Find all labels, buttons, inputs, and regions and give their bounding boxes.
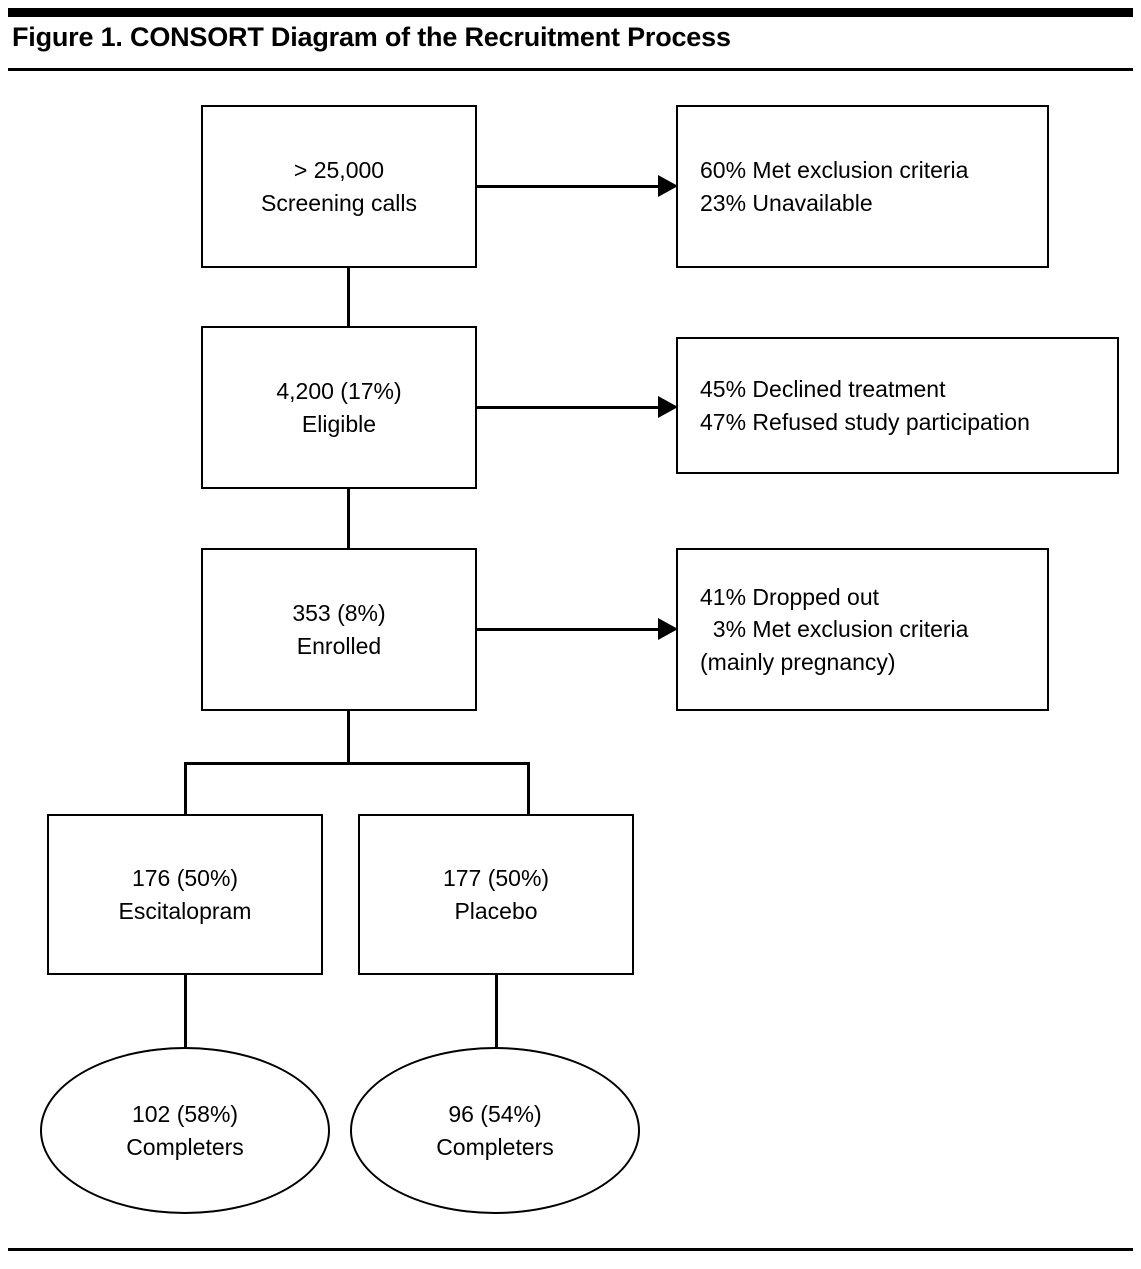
- edge-eligible-to-enrolled: [347, 489, 350, 548]
- figure-title: Figure 1. CONSORT Diagram of the Recruitment Process: [12, 22, 731, 52]
- edge-placebo-to-completers: [495, 975, 498, 1047]
- node-enrolled-line-2: Enrolled: [296, 632, 382, 659]
- node-screening-exclusions: [676, 105, 1049, 268]
- node-escitalopram-completers-line-2: Completers: [126, 1133, 244, 1160]
- edge-screening-to-eligible: [347, 268, 350, 326]
- node-eligible-line-1: 4,200 (17%): [276, 377, 402, 404]
- edge-eligible-to-exclusions: [477, 406, 662, 409]
- node-placebo-completers: [350, 1047, 640, 1214]
- node-screening-line-1: > 25,000: [293, 156, 385, 183]
- node-enrolled: [201, 548, 477, 711]
- edge-enrolled-split-stem: [347, 711, 350, 764]
- node-eligible-exclusions: [676, 337, 1119, 474]
- edge-eligible-to-exclusions-arrowhead: [658, 396, 678, 418]
- title-underline-rule: [8, 68, 1133, 71]
- node-placebo-completers-line-1: 96 (54%): [448, 1100, 542, 1127]
- node-screening-exclusions-line-2: 23% Unavailable: [700, 189, 873, 216]
- node-screening-exclusions-line-1: 60% Met exclusion criteria: [700, 156, 969, 183]
- node-placebo-line-2: Placebo: [454, 897, 538, 924]
- node-enrolled-exclusions-line-3: (mainly pregnancy): [700, 648, 896, 675]
- node-placebo-completers-line-2: Completers: [436, 1133, 554, 1160]
- node-escitalopram-completers: [40, 1047, 330, 1214]
- edge-enrolled-to-exclusions: [477, 628, 662, 631]
- node-screening-line-2: Screening calls: [261, 189, 417, 216]
- node-enrolled-exclusions: [676, 548, 1049, 711]
- node-enrolled-exclusions-line-2: 3% Met exclusion criteria: [700, 616, 969, 643]
- bottom-rule: [8, 1248, 1133, 1251]
- node-placebo: [358, 814, 634, 975]
- edge-split-to-escitalopram: [184, 762, 187, 814]
- edge-screening-to-exclusions-arrowhead: [658, 175, 678, 197]
- node-escitalopram-completers-line-1: 102 (58%): [131, 1100, 239, 1127]
- node-enrolled-line-1: 353 (8%): [292, 599, 386, 626]
- edge-enrolled-split-bar: [184, 762, 530, 765]
- node-enrolled-exclusions-line-1: 41% Dropped out: [700, 583, 880, 610]
- edge-screening-to-exclusions: [477, 185, 662, 188]
- node-eligible-exclusions-line-1: 45% Declined treatment: [700, 375, 946, 402]
- node-eligible-exclusions-line-2: 47% Refused study participation: [700, 408, 1030, 435]
- edge-split-to-placebo: [527, 762, 530, 814]
- top-rule: [8, 8, 1133, 17]
- node-screening: [201, 105, 477, 268]
- node-placebo-line-1: 177 (50%): [442, 864, 550, 891]
- node-eligible: [201, 326, 477, 489]
- node-escitalopram-line-1: 176 (50%): [131, 864, 239, 891]
- node-escitalopram-line-2: Escitalopram: [118, 897, 252, 924]
- edge-enrolled-to-exclusions-arrowhead: [658, 618, 678, 640]
- node-eligible-line-2: Eligible: [301, 410, 377, 437]
- node-escitalopram: [47, 814, 323, 975]
- edge-escitalopram-to-completers: [184, 975, 187, 1047]
